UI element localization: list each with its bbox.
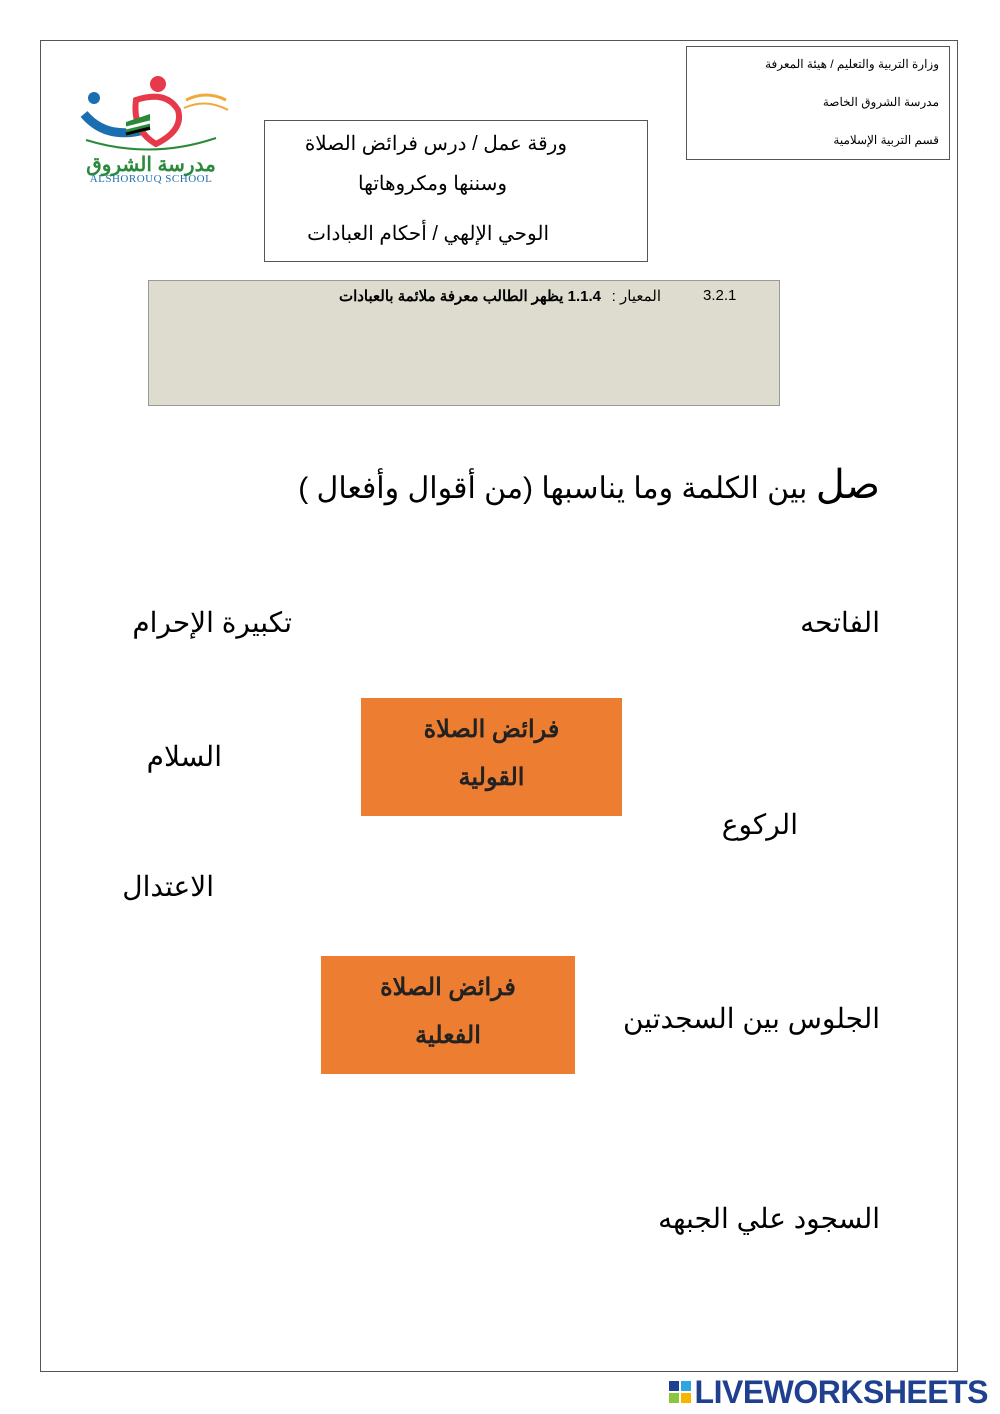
instruction [298,462,880,508]
standard-box [148,280,780,406]
category-action-line1: فرائض الصلاة [380,974,516,1001]
title-line-3: الوحي الإلهي / أحكام العبادات [307,223,549,245]
liveworksheets-grid-icon [669,1381,691,1403]
item-fatiha[interactable]: الفاتحه [800,607,880,638]
category-verbal-line1: فرائض الصلاة [423,716,560,743]
item-ruku[interactable]: الركوع [721,809,798,840]
school-logo [66,70,236,190]
title-line-1: ورقة عمل / درس فرائض الصلاة [304,133,567,155]
instruction-rest: بين الكلمة وما يناسبها (من أقوال وأفعال ) [298,472,808,505]
worksheet-title-box [264,120,648,262]
liveworksheets-brand: LIVEWORKSHEETS [694,1373,988,1410]
liveworksheets-footer[interactable] [669,1372,988,1412]
category-verbal-line2: القولية [458,764,525,791]
standard-text: 1.1.4 يظهر الطالب معرفة ملائمة بالعبادات [338,288,601,305]
school-logo-graphic [66,70,236,156]
ministry-line: وزارة التربية والتعليم / هيئة المعرفة [765,57,939,71]
category-action-box[interactable] [321,956,575,1074]
title-line-2: وسننها ومكروهاتها [358,173,507,195]
standard-label: المعيار : [611,288,661,305]
header-info-box [686,46,950,160]
instruction-first-word: صل [815,463,880,507]
item-itidal[interactable]: الاعتدال [122,871,214,902]
logo-english-name: ALSHOROUQ SCHOOL [89,173,213,185]
category-action-line2: الفعلية [415,1022,481,1049]
category-verbal-box[interactable] [361,698,622,816]
item-sujud[interactable]: السجود علي الجبهه [658,1203,880,1234]
school-line: مدرسة الشروق الخاصة [822,95,939,109]
department-line: قسم التربية الإسلامية [833,133,939,147]
standard-code: 3.2.1 [703,287,737,304]
item-salam[interactable]: السلام [146,741,222,772]
item-julus[interactable]: الجلوس بين السجدتين [622,1003,880,1034]
logo-arabic-name: مدرسة الشروق [86,154,216,176]
item-takbir[interactable]: تكبيرة الإحرام [132,607,292,638]
